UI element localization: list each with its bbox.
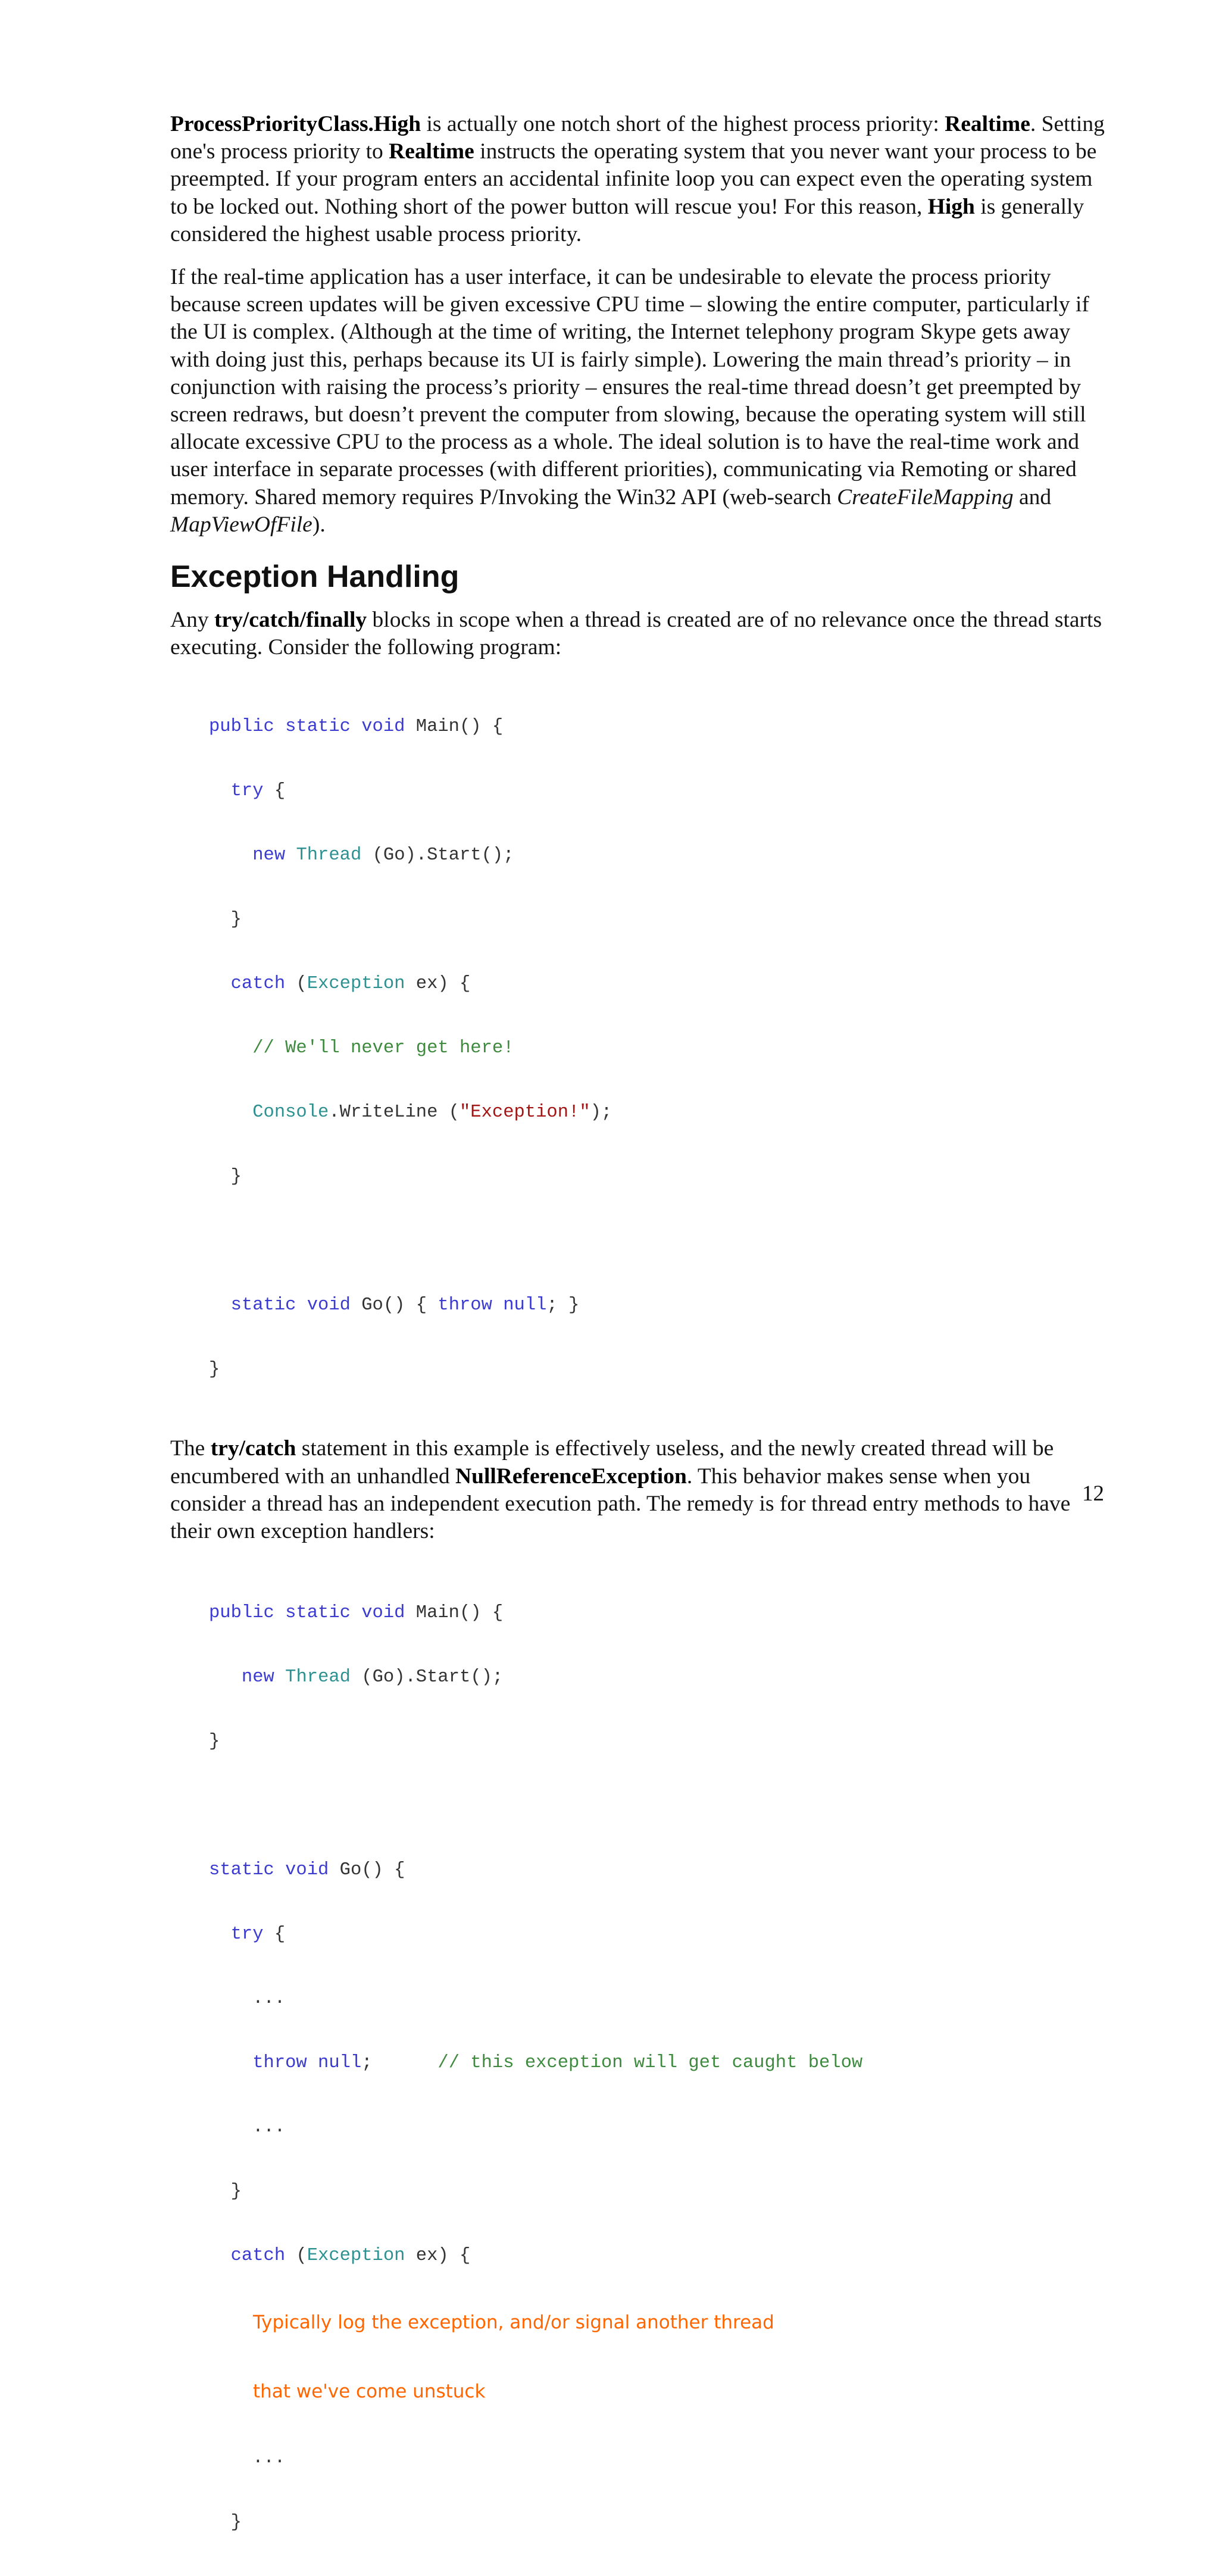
code-line — [209, 1795, 1111, 1817]
section-heading: Exception Handling — [170, 559, 460, 595]
code-line: try { — [230, 1924, 286, 1945]
code-line — [209, 1230, 1111, 1252]
code-line: try { — [230, 781, 286, 802]
code-line: public static void Main() { — [209, 717, 504, 737]
code-line: } — [230, 2512, 242, 2533]
code-line: ... — [252, 2117, 286, 2138]
code-line: catch (Exception ex) { — [230, 974, 471, 995]
code-line: static void Go() { throw null; } — [230, 1295, 580, 1316]
code-line: new Thread (Go).Start(); — [241, 1667, 504, 1688]
paragraph-priority: ProcessPriorityClass.High is actually one notch short of the highest process priority: Realtime. Setting one's process priority to Realtime instructs the operating system that you never want your process to be preempted. If your program enters an accidental infinite loop you can expect even the operating system to be locked out. Nothing short of the power button will rescue you! For this reason, High is generally considered the highest usable process priority. — [170, 112, 1105, 246]
code-block-2 — [209, 1559, 1111, 2576]
code-block-1 — [209, 673, 1111, 1423]
paragraph-ui-priority: If the real-time application has a user interface, it can be undesirable to elevate the process priority because screen updates will be given excessive CPU time – slowing the entire computer, particularly if the UI is complex. (Although at the time of writing, the Internet telephony program Skype gets away with doing just this, perhaps because its UI is fairly simple). Lowering the main thread’s priority – in conjunction with raising the process’s priority – ensures the real-time thread doesn’t get preempted by screen redraws, but doesn’t prevent the computer from slowing, because the operating system will still allocate excessive CPU to the process as a whole. The ideal solution is to have the real-time work and user interface in separate processes (with different priorities), communicating via Remoting or shared memory. Shared memory requires P/Invoking the Win32 API (web-search CreateFileMapping and MapViewOfFile). — [170, 265, 1089, 537]
handler-note: that we've come unstuck — [253, 2381, 486, 2403]
bold-term: Realtime — [389, 139, 474, 164]
page-number: 12 — [1082, 1481, 1104, 1506]
bold-term: NullReferenceException — [455, 1464, 687, 1489]
page-content — [170, 111, 1111, 2576]
italic-term: CreateFileMapping — [837, 484, 1014, 509]
code-line: } — [230, 2181, 242, 2202]
code-line: catch (Exception ex) { — [230, 2246, 471, 2266]
bold-term: ProcessPriorityClass.High — [170, 112, 421, 136]
code-line: // We'll never get here! — [252, 1038, 514, 1059]
code-line: new Thread (Go).Start(); — [252, 845, 514, 866]
code-line: } — [209, 1731, 220, 1752]
paragraph-intro: Any try/catch/finally blocks in scope when a thread is created are of no relevance once the thread starts executing. Consider the following program: — [170, 608, 1102, 660]
paragraph-remedy: The try/catch statement in this example is effectively useless, and the newly created thread will be encumbered with an unhandled NullReferenceException. This behavior makes sense when you consider a thread has an independent execution path. The remedy is for thread entry methods to have their own exception handlers: — [170, 1436, 1071, 1544]
code-line: throw null; // this exception will get caught below — [252, 2053, 863, 2074]
code-line: } — [209, 1359, 220, 1380]
bold-term: Realtime — [945, 112, 1030, 136]
code-line: ... — [252, 2448, 286, 2469]
code-line: ... — [252, 1989, 286, 2009]
code-line: Console.WriteLine ("Exception!"); — [252, 1102, 612, 1123]
italic-term: MapViewOfFile — [170, 512, 312, 537]
bold-term: try/catch/finally — [214, 608, 367, 633]
code-line: } — [230, 909, 242, 930]
code-line: static void Go() { — [209, 1860, 405, 1881]
bold-term: try/catch — [210, 1436, 296, 1461]
bold-term: High — [927, 194, 975, 219]
handler-note: Typically log the exception, and/or signal another thread — [253, 2312, 774, 2334]
code-line: public static void Main() { — [209, 1603, 504, 1624]
code-line: } — [230, 1167, 242, 1187]
